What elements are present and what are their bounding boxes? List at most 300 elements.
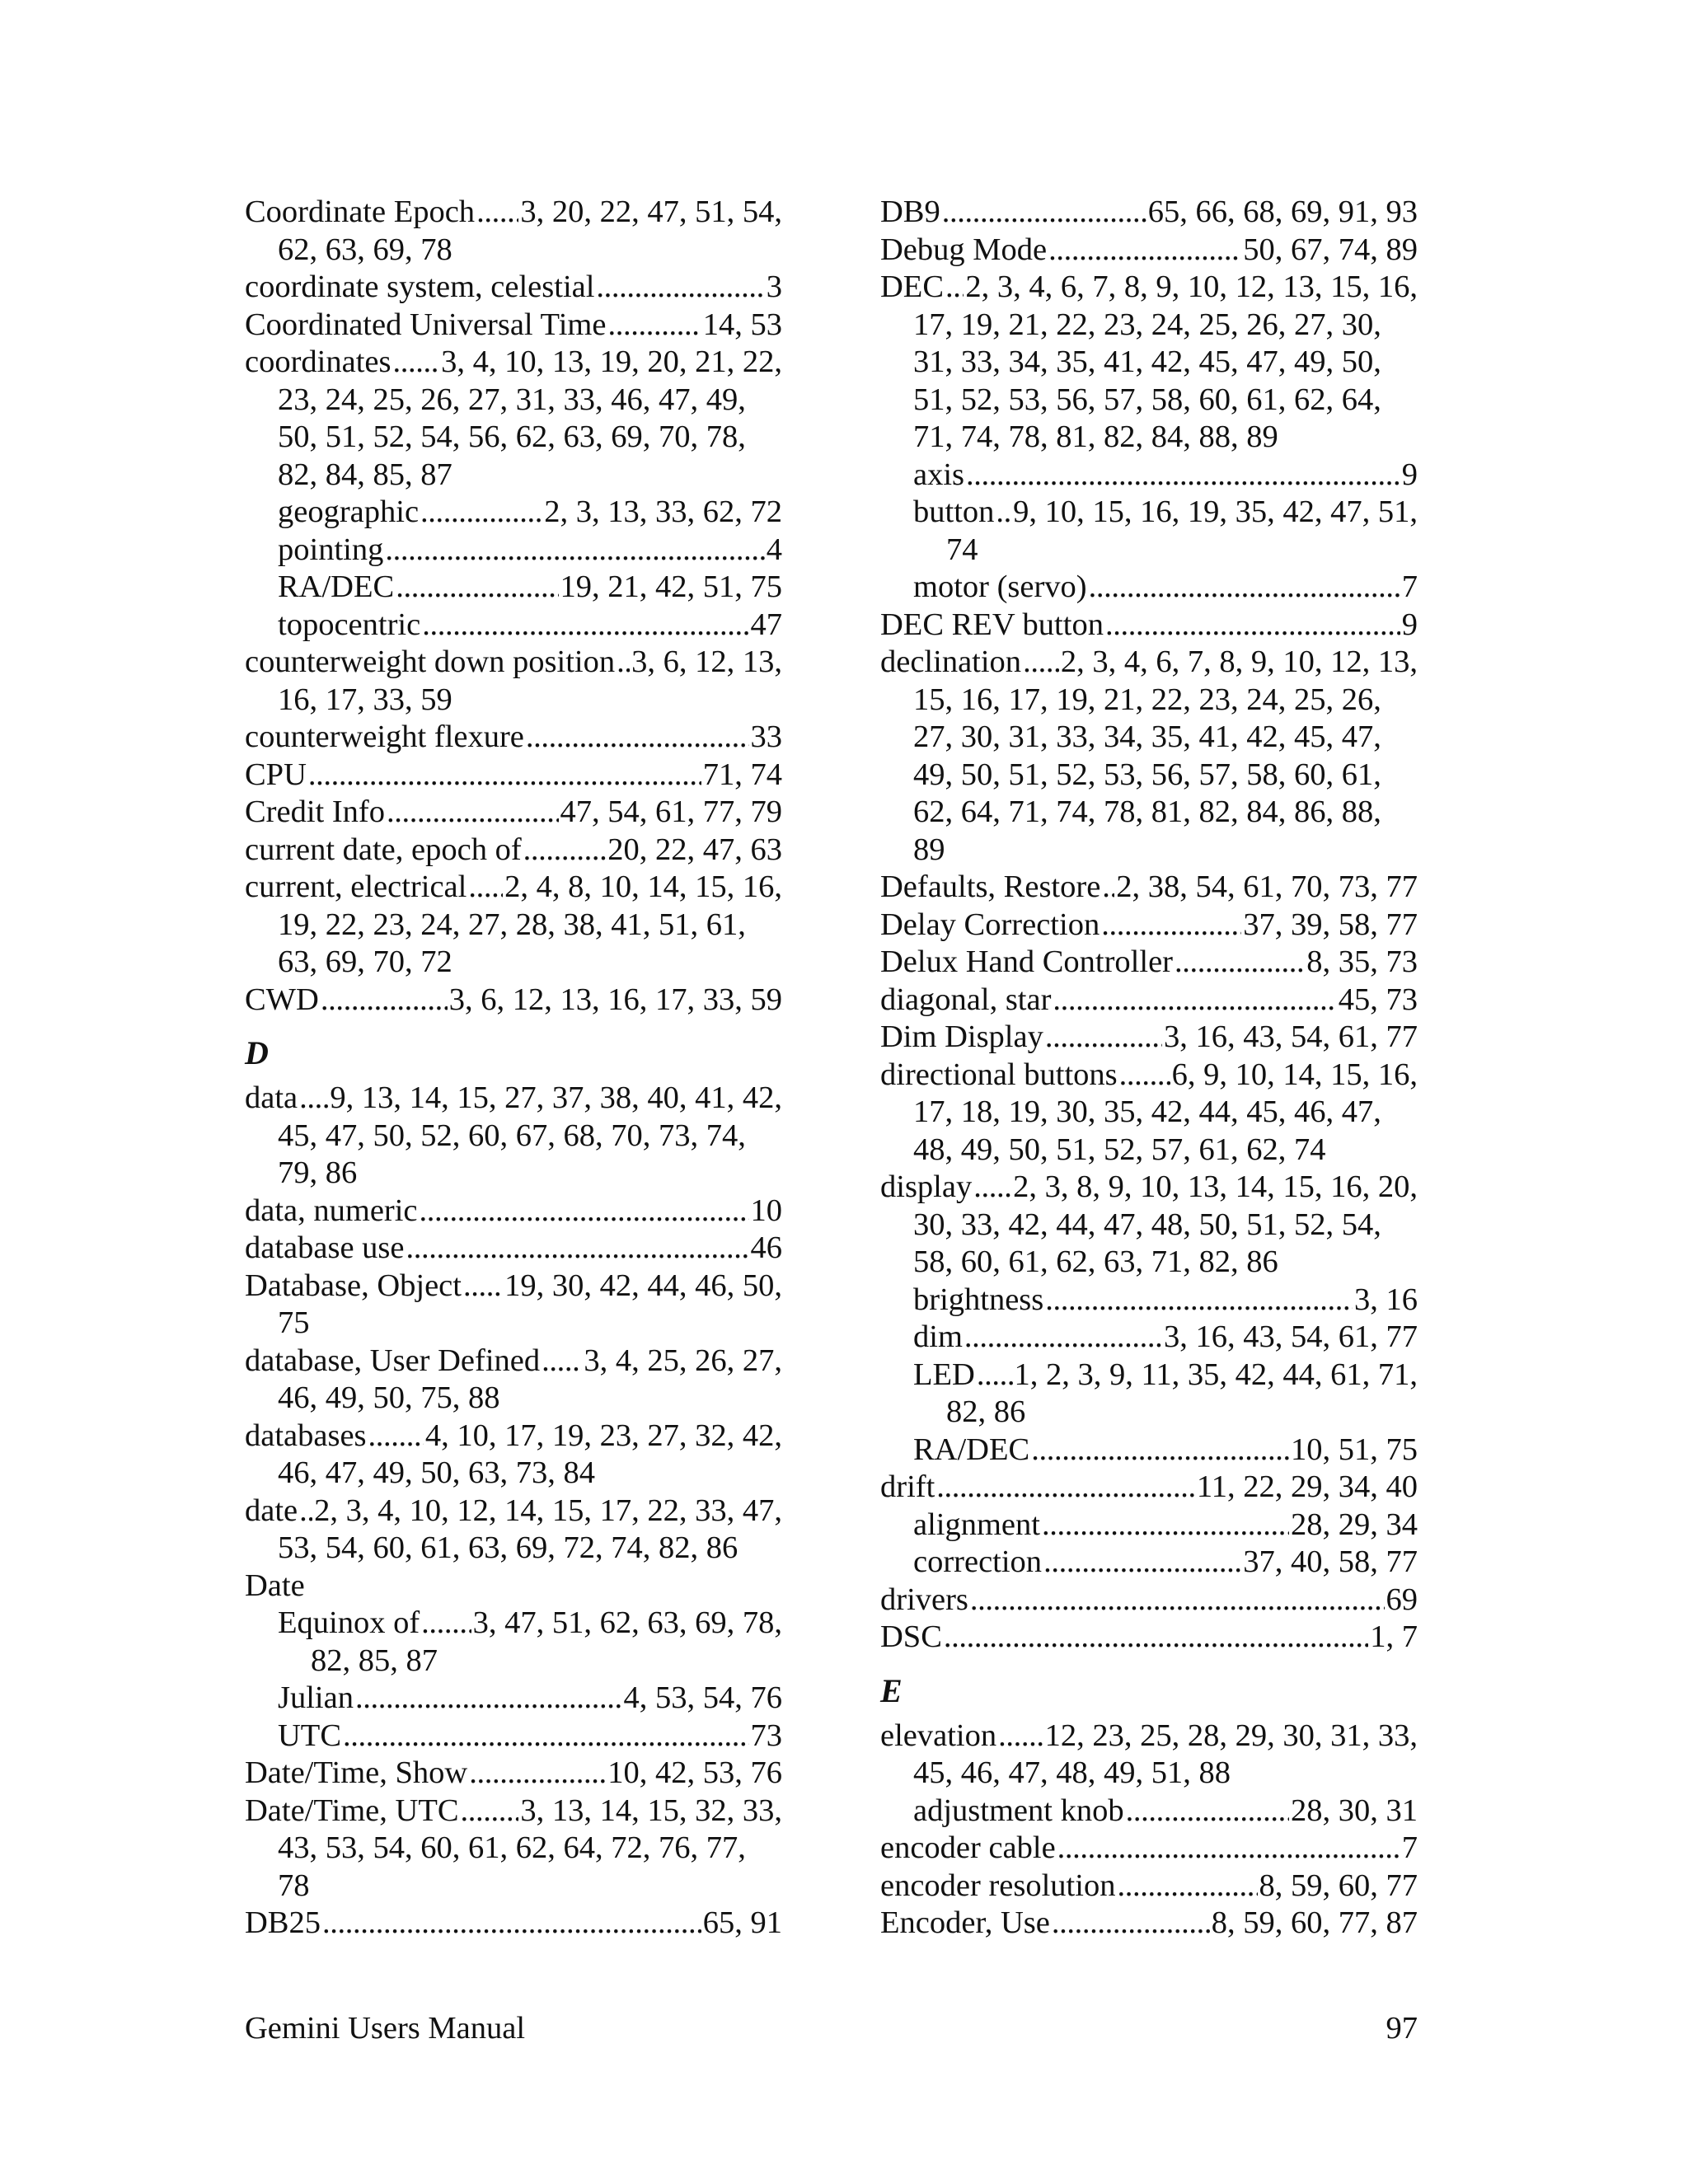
- entry-line: [880, 269, 1418, 307]
- entry-pages: 9, 10, 15, 16, 19, 35, 42, 47, 51,: [1013, 494, 1418, 529]
- entry-pages-continued: 51, 52, 53, 56, 57, 58, 60, 61, 62, 64,: [913, 382, 1381, 417]
- entry-pages: 69: [1386, 1582, 1418, 1617]
- entry-line: [245, 757, 782, 794]
- entry-line: [245, 1905, 782, 1943]
- entry-pages: 9: [1401, 457, 1418, 492]
- entry-term: counterweight down position: [245, 644, 616, 679]
- index-entry: [245, 757, 782, 794]
- entry-line: [245, 794, 782, 832]
- entry-term: DSC: [880, 1619, 942, 1654]
- dot-leader: [308, 757, 701, 794]
- entry-pages-continued: 49, 50, 51, 52, 53, 56, 57, 58, 60, 61,: [913, 757, 1381, 792]
- entry-pages: 3, 13, 14, 15, 32, 33,: [520, 1793, 782, 1828]
- entry-pages: 50, 67, 74, 89: [1243, 232, 1418, 267]
- entry-term: Coordinate Epoch: [245, 194, 476, 229]
- dot-leader: [523, 832, 607, 869]
- entry-pages-continued: 50, 51, 52, 54, 56, 62, 63, 69, 70, 78,: [278, 419, 746, 454]
- entry-term: RA/DEC: [913, 1432, 1030, 1467]
- index-entry: [880, 1718, 1418, 1793]
- entry-term: Debug Mode: [880, 232, 1048, 267]
- entry-pages-continued: 89: [913, 832, 945, 867]
- entry-term: brightness: [913, 1282, 1044, 1317]
- entry-pages: 2, 3, 13, 33, 62, 72: [544, 494, 782, 529]
- dot-leader: [936, 1469, 1195, 1507]
- entry-term: diagonal, star: [880, 982, 1052, 1017]
- entry-term: Delux Hand Controller: [880, 944, 1173, 979]
- entry-pages: 2, 3, 4, 6, 7, 8, 9, 10, 12, 13,: [1060, 644, 1418, 679]
- entry-term: drivers: [880, 1582, 968, 1617]
- index-entry: [245, 982, 782, 1019]
- entry-term: Defaults, Restore: [880, 869, 1101, 904]
- dot-leader: [996, 494, 1011, 532]
- dot-leader: [1102, 869, 1114, 907]
- entry-pages: 11, 22, 29, 34, 40: [1196, 1469, 1418, 1504]
- index-subentry: [245, 1718, 782, 1755]
- entry-term: UTC: [278, 1718, 341, 1753]
- entry-term: drift: [880, 1469, 935, 1504]
- entry-term: coordinates: [245, 344, 392, 379]
- entry-pages: 4, 10, 17, 19, 23, 27, 32, 42,: [424, 1418, 782, 1453]
- entry-line: [880, 1319, 1418, 1357]
- entry-line: [245, 1193, 782, 1230]
- dot-leader: [1117, 1868, 1257, 1905]
- entry-term: dim: [913, 1319, 963, 1354]
- dot-leader: [970, 1582, 1385, 1619]
- entry-line: [880, 869, 1418, 907]
- dot-leader: [1101, 907, 1241, 944]
- entry-pages-continued: 58, 60, 61, 62, 63, 71, 82, 86: [913, 1244, 1278, 1279]
- index-column-right: [880, 194, 1418, 1943]
- entry-pages: 6, 9, 10, 14, 15, 16,: [1171, 1057, 1418, 1092]
- entry-line: [880, 607, 1418, 644]
- entry-line: [245, 569, 782, 607]
- entry-pages: 8, 59, 60, 77, 87: [1211, 1905, 1418, 1940]
- entry-pages: 10, 51, 75: [1291, 1432, 1418, 1467]
- dot-leader: [607, 307, 701, 344]
- entry-pages: 3, 16, 43, 54, 61, 77: [1164, 1019, 1418, 1054]
- entry-line: [880, 944, 1418, 982]
- dot-leader: [1045, 1019, 1162, 1057]
- footer-title: Gemini Users Manual: [245, 2011, 526, 2046]
- index-subentry: [245, 494, 782, 532]
- index-subentry: [880, 1357, 1418, 1432]
- dot-leader: [422, 607, 748, 644]
- entry-pages: 37, 40, 58, 77: [1243, 1544, 1418, 1579]
- index-entry: [245, 1193, 782, 1230]
- entry-pages-continued: 46, 47, 49, 50, 63, 73, 84: [278, 1455, 595, 1490]
- entry-pages: 33: [750, 719, 782, 754]
- entry-pages-continued: 48, 49, 50, 51, 52, 57, 61, 62, 74: [913, 1132, 1326, 1167]
- index-entry: [245, 344, 782, 494]
- index-entry: [880, 269, 1418, 457]
- entry-pages-continued: 30, 33, 42, 44, 47, 48, 50, 51, 52, 54,: [913, 1207, 1381, 1242]
- entry-pages: 3, 47, 51, 62, 63, 69, 78,: [472, 1605, 782, 1640]
- entry-line: [880, 1582, 1418, 1619]
- index-entry: [245, 1343, 782, 1418]
- index-subentry: [880, 1793, 1418, 1830]
- entry-term: topocentric: [278, 607, 421, 642]
- dot-leader: [973, 1169, 1011, 1207]
- entry-term: motor (servo): [913, 569, 1087, 604]
- entry-pages: 3, 4, 25, 26, 27,: [584, 1343, 782, 1378]
- index-entry: [880, 1469, 1418, 1507]
- index-entry: [245, 1268, 782, 1343]
- entry-line: [245, 832, 782, 869]
- entry-line: [245, 869, 782, 907]
- entry-line: [245, 344, 782, 382]
- index-entry: [245, 194, 782, 269]
- dot-leader: [1053, 982, 1336, 1019]
- dot-leader: [1031, 1432, 1289, 1469]
- entry-pages-continued: 82, 84, 85, 87: [278, 457, 452, 492]
- entry-line: [880, 1830, 1418, 1868]
- entry-term: CPU: [245, 757, 307, 792]
- index-subentry: [880, 1544, 1418, 1582]
- index-entry: [245, 644, 782, 719]
- index-subentry: [880, 1319, 1418, 1357]
- entry-line: [245, 269, 782, 307]
- entry-term: alignment: [913, 1507, 1040, 1542]
- dot-leader: [387, 794, 559, 832]
- dot-leader: [343, 1718, 749, 1755]
- index-entry: [245, 1080, 782, 1193]
- entry-pages: 10: [750, 1193, 782, 1228]
- entry-term: Dim Display: [880, 1019, 1043, 1054]
- entry-term: Database, Object: [245, 1268, 462, 1303]
- entry-pages: 2, 3, 8, 9, 10, 13, 14, 15, 16, 20,: [1013, 1169, 1418, 1204]
- entry-term: DEC: [880, 269, 944, 304]
- entry-term: Delay Correction: [880, 907, 1100, 942]
- index-entry: [245, 269, 782, 307]
- entry-line: [880, 1868, 1418, 1905]
- index-entry: [880, 232, 1418, 269]
- dot-leader: [526, 719, 749, 757]
- dot-leader: [463, 1268, 503, 1305]
- dot-leader: [977, 1357, 1013, 1394]
- entry-term: encoder cable: [880, 1830, 1056, 1865]
- entry-pages: 46: [750, 1230, 782, 1265]
- entry-pages: 47, 54, 61, 77, 79: [560, 794, 782, 829]
- dot-leader: [1052, 1905, 1210, 1943]
- index-entry: [245, 1793, 782, 1905]
- entry-line: [880, 1282, 1418, 1319]
- entry-term: directional buttons: [880, 1057, 1118, 1092]
- section-letter: D: [245, 1034, 269, 1071]
- dot-leader: [421, 1605, 471, 1643]
- entry-term: coordinate system, celestial: [245, 269, 595, 304]
- entry-line: [245, 307, 782, 344]
- entry-line: [245, 607, 782, 644]
- entry-term: Coordinated Universal Time: [245, 307, 607, 342]
- dot-leader: [1045, 1282, 1353, 1319]
- dot-leader: [355, 1680, 622, 1718]
- entry-pages: 4, 53, 54, 76: [623, 1680, 782, 1715]
- entry-term: elevation: [880, 1718, 997, 1753]
- entry-line: [245, 494, 782, 532]
- dot-leader: [476, 194, 518, 232]
- index-entry: [245, 1493, 782, 1568]
- dot-leader: [299, 1080, 328, 1118]
- entry-line: [880, 457, 1418, 494]
- entry-term: Date/Time, UTC: [245, 1793, 459, 1828]
- dot-leader: [945, 269, 964, 307]
- entry-line: [880, 494, 1418, 532]
- entry-term: adjustment knob: [913, 1793, 1124, 1828]
- entry-pages-continued: 31, 33, 34, 35, 41, 42, 45, 47, 49, 50,: [913, 344, 1381, 379]
- entry-line: [880, 232, 1418, 269]
- entry-term: Julian: [278, 1680, 354, 1715]
- index-subentry: [880, 1432, 1418, 1469]
- entry-pages: 9, 13, 14, 15, 27, 37, 38, 40, 41, 42,: [330, 1080, 782, 1115]
- index-entry: [880, 194, 1418, 232]
- entry-pages-continued: 17, 19, 21, 22, 23, 24, 25, 26, 27, 30,: [913, 307, 1381, 342]
- index-subentry: [880, 494, 1418, 569]
- entry-line: [880, 1905, 1418, 1943]
- index-subentry: [245, 569, 782, 607]
- dot-leader: [1089, 569, 1400, 607]
- entry-line: [245, 1493, 782, 1530]
- dot-leader: [299, 1493, 312, 1530]
- entry-line: [245, 982, 782, 1019]
- entry-pages: 9: [1401, 607, 1418, 642]
- index-entry: [245, 307, 782, 344]
- entry-term: LED: [913, 1357, 975, 1392]
- entry-term: database use: [245, 1230, 405, 1265]
- entry-term: declination: [880, 644, 1022, 679]
- dot-leader: [1023, 644, 1059, 682]
- index-entry: [245, 719, 782, 757]
- entry-line: [245, 644, 782, 682]
- entry-term: display: [880, 1169, 973, 1204]
- dot-leader: [368, 1418, 424, 1455]
- entry-line: [880, 1019, 1418, 1057]
- dot-leader: [461, 1793, 519, 1830]
- entry-term: Date: [245, 1568, 305, 1603]
- dot-leader: [322, 1905, 701, 1943]
- entry-line: [245, 1230, 782, 1268]
- index-subentry: [245, 532, 782, 569]
- entry-line: [245, 532, 782, 569]
- entry-line: [880, 1793, 1418, 1830]
- entry-pages: 14, 53: [702, 307, 782, 342]
- entry-term: DB25: [245, 1905, 321, 1940]
- entry-line: [880, 1169, 1418, 1207]
- index-entry: [880, 1619, 1418, 1657]
- entry-line: [880, 1718, 1418, 1755]
- index-entry: [880, 1057, 1418, 1169]
- entry-pages: 37, 39, 58, 77: [1243, 907, 1418, 942]
- index-entry: [880, 1582, 1418, 1619]
- entry-line: [880, 1544, 1418, 1582]
- entry-pages-continued: 53, 54, 60, 61, 63, 69, 72, 74, 82, 86: [278, 1530, 738, 1565]
- index-subentry: [245, 607, 782, 644]
- dot-leader: [617, 644, 630, 682]
- entry-line: [245, 1418, 782, 1455]
- entry-line: [880, 1619, 1418, 1657]
- entry-term: databases: [245, 1418, 367, 1453]
- entry-pages: 8, 35, 73: [1306, 944, 1418, 979]
- entry-line: [245, 1080, 782, 1118]
- entry-line: [880, 982, 1418, 1019]
- entry-pages: 2, 3, 4, 6, 7, 8, 9, 10, 12, 13, 15, 16,: [965, 269, 1418, 304]
- entry-pages: 19, 21, 42, 51, 75: [560, 569, 782, 604]
- index-entry: [880, 1905, 1418, 1943]
- entry-term: axis: [913, 457, 965, 492]
- entry-term: geographic: [278, 494, 420, 529]
- entry-pages-continued: 17, 18, 19, 30, 35, 42, 44, 45, 46, 47,: [913, 1094, 1381, 1129]
- entry-pages: 2, 4, 8, 10, 14, 15, 16,: [504, 869, 782, 904]
- entry-line: [245, 1568, 782, 1605]
- entry-term: pointing: [278, 532, 384, 567]
- dot-leader: [964, 1319, 1162, 1357]
- footer-page-number: 97: [1386, 2011, 1418, 2046]
- index-entry: [880, 1868, 1418, 1905]
- entry-term: DB9: [880, 194, 940, 229]
- entry-pages: 73: [750, 1718, 782, 1753]
- section-letter: E: [880, 1671, 903, 1709]
- entry-pages-continued: 75: [278, 1305, 310, 1340]
- entry-line: [880, 1357, 1418, 1394]
- entry-term: database, User Defined: [245, 1343, 541, 1378]
- index-entry: [880, 1169, 1418, 1282]
- entry-pages: 20, 22, 47, 63: [607, 832, 782, 867]
- entry-term: date: [245, 1493, 298, 1528]
- index-entry: [245, 794, 782, 832]
- entry-term: encoder resolution: [880, 1868, 1116, 1903]
- index-entry: [245, 1418, 782, 1493]
- dot-leader: [1043, 1544, 1241, 1582]
- entry-pages: 7: [1401, 1830, 1418, 1865]
- entry-pages: 28, 30, 31: [1291, 1793, 1418, 1828]
- entry-line: [245, 1755, 782, 1793]
- dot-leader: [942, 194, 1146, 232]
- index-entry: [880, 1019, 1418, 1057]
- entry-pages-continued: 74: [946, 532, 978, 567]
- entry-pages: 1, 7: [1370, 1619, 1418, 1654]
- dot-leader: [396, 569, 558, 607]
- entry-pages-continued: 43, 53, 54, 60, 61, 62, 64, 72, 76, 77,: [278, 1830, 746, 1865]
- index-subentry: [245, 1680, 782, 1718]
- entry-term: Encoder, Use: [880, 1905, 1050, 1940]
- entry-term: Date/Time, Show: [245, 1755, 468, 1790]
- entry-pages: 8, 59, 60, 77: [1259, 1868, 1418, 1903]
- entry-pages: 47: [750, 607, 782, 642]
- entry-line: [245, 1718, 782, 1755]
- entry-pages: 3, 4, 10, 13, 19, 20, 21, 22,: [441, 344, 782, 379]
- entry-pages: 3: [766, 269, 782, 304]
- entry-line: [245, 1793, 782, 1830]
- dot-leader: [1105, 607, 1400, 644]
- dot-leader: [596, 269, 764, 307]
- entry-line: [880, 1507, 1418, 1544]
- index-entry: [880, 607, 1418, 644]
- entry-pages-continued: 62, 63, 69, 78: [278, 232, 452, 267]
- dot-leader: [321, 982, 448, 1019]
- dot-leader: [542, 1343, 582, 1380]
- index-subentry: [880, 457, 1418, 494]
- dot-leader: [966, 457, 1400, 494]
- entry-pages: 71, 74: [702, 757, 782, 792]
- index-entry: [880, 982, 1418, 1019]
- entry-pages-continued: 15, 16, 17, 19, 21, 22, 23, 24, 25, 26,: [913, 682, 1381, 717]
- entry-pages-continued: 19, 22, 23, 24, 27, 28, 38, 41, 51, 61,: [278, 907, 746, 942]
- entry-term: correction: [913, 1544, 1043, 1579]
- entry-term: current date, epoch of: [245, 832, 522, 867]
- entry-term: Equinox of: [278, 1605, 420, 1640]
- entry-pages: 3, 16: [1354, 1282, 1418, 1317]
- entry-line: [245, 1605, 782, 1643]
- entry-pages: 65, 91: [702, 1905, 782, 1940]
- entry-term: current, electrical: [245, 869, 467, 904]
- entry-pages-continued: 45, 47, 50, 52, 60, 67, 68, 70, 73, 74,: [278, 1118, 746, 1153]
- entry-pages: 12, 23, 25, 28, 29, 30, 31, 33,: [1044, 1718, 1418, 1753]
- dot-leader: [468, 869, 503, 907]
- entry-term: DEC REV button: [880, 607, 1104, 642]
- entry-pages: 28, 29, 34: [1291, 1507, 1418, 1542]
- entry-line: [245, 1680, 782, 1718]
- entry-term: Credit Info: [245, 794, 385, 829]
- entry-pages: 3, 6, 12, 13,: [631, 644, 782, 679]
- entry-pages: 45, 73: [1338, 982, 1418, 1017]
- entry-term: RA/DEC: [278, 569, 395, 604]
- entry-pages-continued: 27, 30, 31, 33, 34, 35, 41, 42, 45, 47,: [913, 719, 1381, 754]
- index-subentry: [880, 1282, 1418, 1319]
- dot-leader: [1057, 1830, 1400, 1868]
- entry-line: [880, 1432, 1418, 1469]
- entry-pages-continued: 45, 46, 47, 48, 49, 51, 88: [913, 1755, 1231, 1790]
- entry-term: data, numeric: [245, 1193, 418, 1228]
- dot-leader: [392, 344, 439, 382]
- entry-pages: 10, 42, 53, 76: [607, 1755, 782, 1790]
- entry-pages-continued: 63, 69, 70, 72: [278, 944, 452, 979]
- index-subentry: [880, 1507, 1418, 1544]
- dot-leader: [469, 1755, 606, 1793]
- entry-line: [245, 194, 782, 232]
- dot-leader: [406, 1230, 748, 1268]
- entry-pages-continued: 78: [278, 1868, 310, 1903]
- dot-leader: [998, 1718, 1043, 1755]
- entry-term: counterweight flexure: [245, 719, 524, 754]
- entry-pages-continued: 82, 85, 87: [311, 1643, 438, 1678]
- entry-line: [880, 1469, 1418, 1507]
- entry-pages: 3, 6, 12, 13, 16, 17, 33, 59: [448, 982, 782, 1017]
- dot-leader: [1126, 1793, 1289, 1830]
- entry-pages: 2, 38, 54, 61, 70, 73, 77: [1116, 869, 1418, 904]
- entry-line: [880, 194, 1418, 232]
- entry-pages-continued: 82, 86: [946, 1394, 1026, 1429]
- entry-pages: 7: [1401, 569, 1418, 604]
- dot-leader: [1048, 232, 1241, 269]
- entry-line: [880, 644, 1418, 682]
- index-column-left: [245, 194, 782, 1943]
- index-entry: [245, 1568, 782, 1605]
- dot-leader: [1119, 1057, 1170, 1094]
- entry-pages-continued: 62, 64, 71, 74, 78, 81, 82, 84, 86, 88,: [913, 794, 1381, 829]
- index-entry: [880, 944, 1418, 982]
- entry-line: [880, 1057, 1418, 1094]
- index-entry: [245, 869, 782, 982]
- entry-pages: 2, 3, 4, 10, 12, 14, 15, 17, 22, 33, 47,: [314, 1493, 782, 1528]
- dot-leader: [420, 1193, 749, 1230]
- index-entry: [880, 907, 1418, 944]
- index-subentry: [245, 1605, 782, 1680]
- dot-leader: [944, 1619, 1368, 1657]
- index-entry: [245, 1230, 782, 1268]
- index-entry: [245, 832, 782, 869]
- entry-pages-continued: 16, 17, 33, 59: [278, 682, 452, 717]
- index-subentry: [880, 569, 1418, 607]
- entry-line: [880, 569, 1418, 607]
